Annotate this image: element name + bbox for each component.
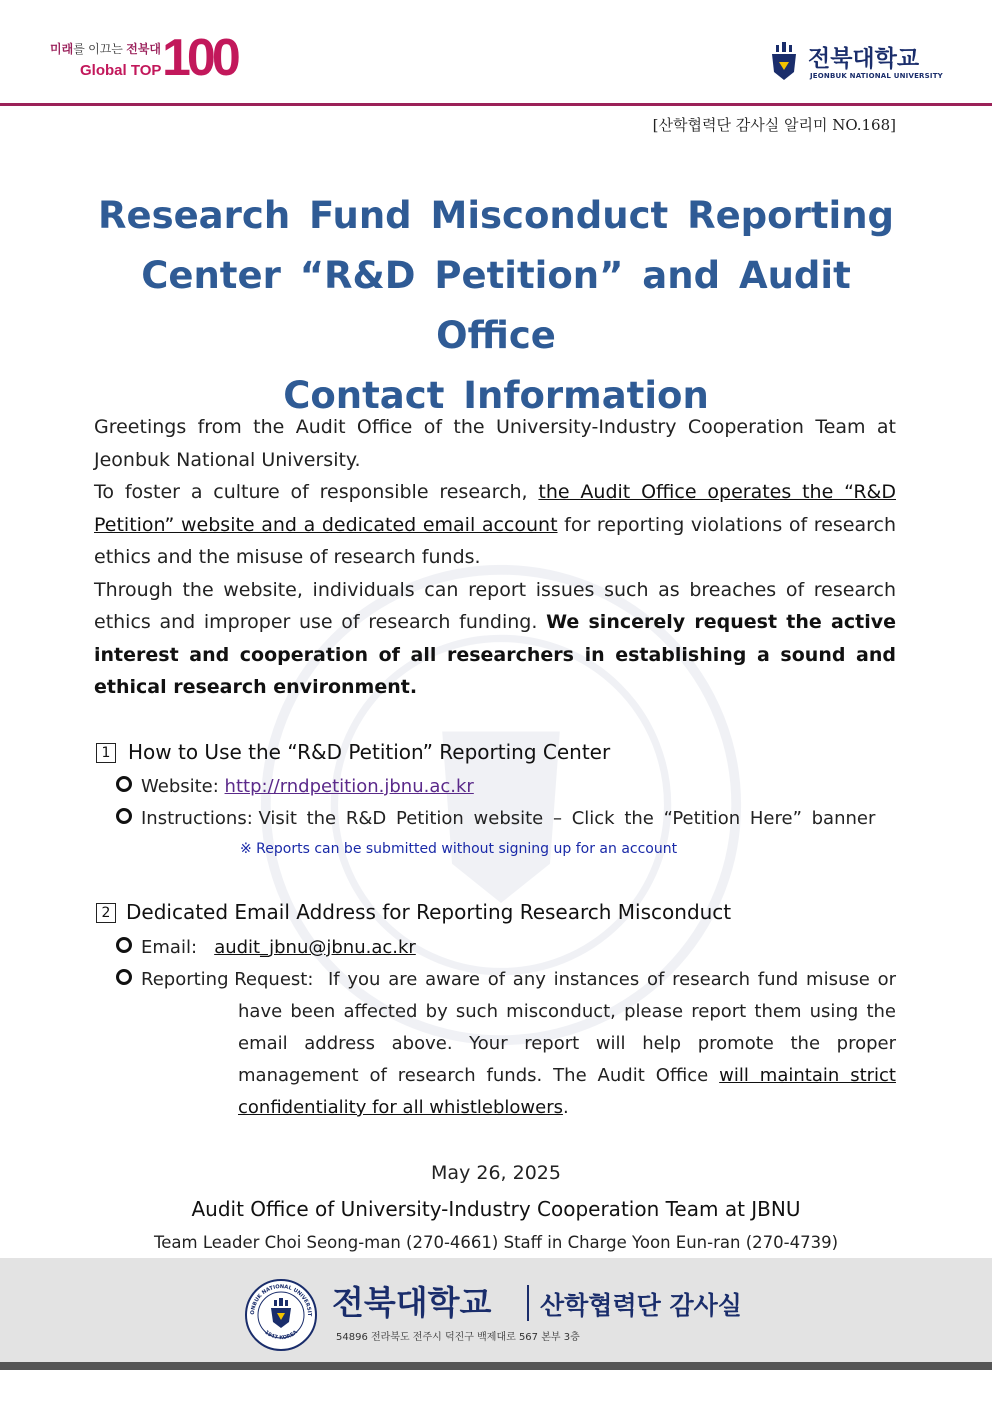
request-label-line: Reporting Request: — [116, 969, 313, 990]
title-line-3: Contact Information — [283, 374, 709, 417]
footer-university-name: 전북대학교 — [332, 1283, 492, 1322]
section-2-number: 2 — [96, 903, 116, 923]
footer-band — [0, 1258, 992, 1366]
request-text: If you are aware of any instances of research fund misuse or have been affected by such misconduct, please report them using the email address above. Your report will help promote the proper management of research funds. The Audit Office will maintain strict confidentiality for all whistleblowers. — [238, 969, 896, 1118]
jbnu-logo — [768, 40, 948, 86]
university-name-ko: 전북대학교 — [808, 46, 920, 72]
section-1-heading: 1 How to Use the “R&D Petition” Reporting Center — [96, 740, 610, 764]
website-link[interactable]: http://rndpetition.jbnu.ac.kr — [224, 776, 474, 797]
page-title — [96, 186, 896, 426]
intro-paragraph-2: To foster a culture of responsible research, the Audit Office operates the “R&D Petition” website and a dedicated email account for reporting violations of research ethics and the misuse of research funds. — [94, 481, 896, 568]
intro-paragraph-1: Greetings from the Audit Office of the University-Industry Cooperation Team at Jeonbuk National University. — [94, 416, 896, 471]
section-2-heading: 2 Dedicated Email Address for Reporting Research Misconduct — [96, 900, 731, 924]
closing-contacts: Team Leader Choi Seong-man (270-4661) Staff in Charge Yoon Eun-ran (270-4739) — [153, 1233, 839, 1252]
bullet-icon — [116, 776, 132, 792]
university-name-en: JEONBUK NATIONAL UNIVERSITY — [810, 72, 943, 80]
email-line: Email: audit_jbnu@jbnu.ac.kr — [116, 937, 416, 958]
title-line-1: Research Fund Misconduct Reporting — [97, 194, 895, 237]
email-link[interactable]: audit_jbnu@jbnu.ac.kr — [214, 937, 416, 958]
closing-date: May 26, 2025 — [431, 1162, 561, 1184]
logo-100: 100 — [162, 29, 237, 87]
signup-note: ※ Reports can be submitted without signing up for an account — [240, 841, 678, 857]
confidentiality-highlight: will maintain strict confidentiality for all whistleblowers — [238, 1065, 896, 1118]
footer-divider — [527, 1285, 529, 1321]
document-number: [산학협력단 감사실 알리미 NO.168] — [652, 116, 896, 134]
instructions-line: Instructions: Visit the R&D Petition website – Click the “Petition Here” banner — [116, 808, 896, 829]
seal-top-text: ONBUK NATIONAL UNIVERSIT — [249, 1283, 313, 1317]
global-top-100-logo — [44, 29, 244, 87]
bullet-icon — [116, 808, 132, 824]
closing-office: Audit Office of University-Industry Cooperation Team at JBNU — [191, 1197, 801, 1221]
website-line: Website: http://rndpetition.jbnu.ac.kr — [116, 776, 474, 797]
jbnu-emblem-icon — [768, 40, 800, 84]
title-line-2: Center “R&D Petition” and Audit Office — [141, 254, 851, 357]
intro-text — [94, 411, 896, 704]
footer-department: 산학협력단 감사실 — [540, 1291, 742, 1320]
intro-request: We sincerely request the active interest and cooperation of all researchers in establishing a sound and ethical research environment. — [94, 611, 896, 698]
logo-slogan: 미래를 이끄는 전북대 — [50, 42, 162, 56]
section-1-number: 1 — [96, 743, 116, 763]
bullet-icon — [116, 937, 132, 953]
intro-highlight: the Audit Office operates the “R&D Petition” website and a dedicated email account — [94, 481, 896, 536]
footer-bottom-bar — [0, 1362, 992, 1370]
logo-global-top: Global TOP — [80, 62, 162, 79]
footer-address: 54896 전라북도 전주시 덕진구 백제대로 567 본부 3층 — [336, 1332, 580, 1343]
university-seal-icon — [244, 1278, 318, 1352]
bullet-icon — [116, 969, 132, 985]
intro-paragraph-3: Through the website, individuals can report issues such as breaches of research ethics and improper use of research funding. We sincerely request the active interest and cooperation of all researchers in establishing a sound and ethical research environment. — [94, 578, 896, 698]
seal-bottom-text: 1947 KOREA — [263, 1329, 299, 1342]
header-divider — [0, 103, 992, 106]
